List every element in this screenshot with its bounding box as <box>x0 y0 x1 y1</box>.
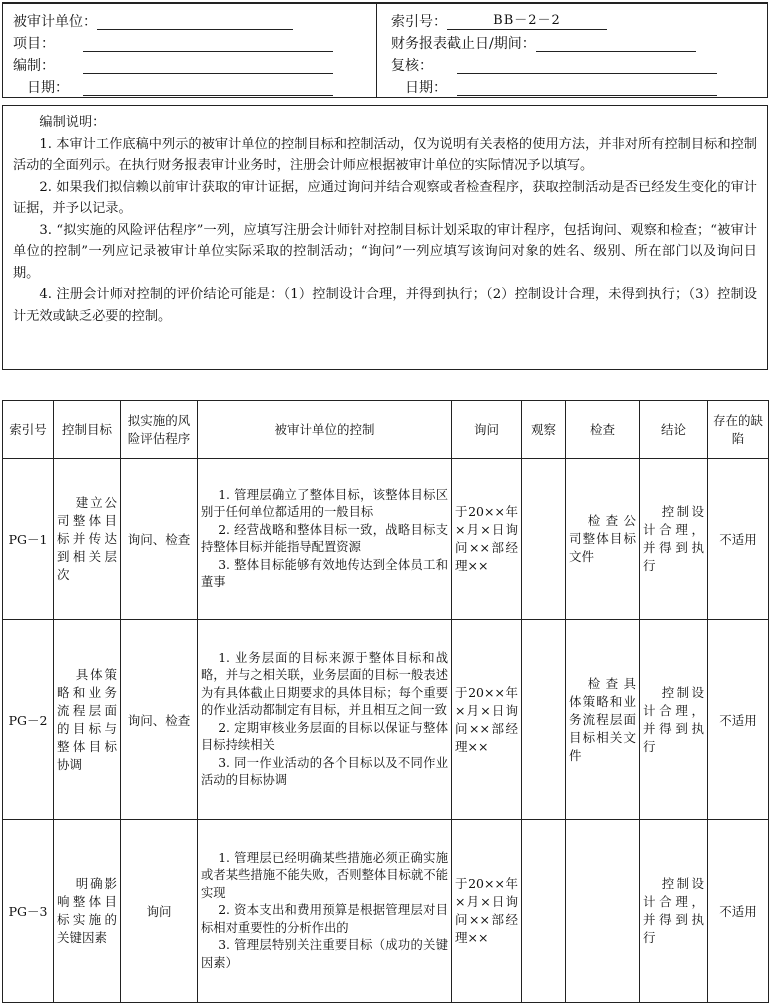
field-label: 索引号： <box>391 14 447 30</box>
control-item: 1. 管理层已经明确某些措施必须正确实施或者某些措施不能失败，否则整体目标就不能实现 <box>201 850 448 900</box>
note-item-3: 3. “拟实施的风险评估程序”一列，应填写注册会计师针对控制目标计划采取的审计程序，包括询问、观察和检查；“被审计单位的控制”一列应记录被审计单位实际采取的控制活动；“询问”一列应填写该询问对象的姓名、级别、所在部门以及询问日期。 <box>13 222 757 281</box>
auditee-input[interactable] <box>97 12 293 30</box>
cell-deficiency: 不适用 <box>708 620 769 820</box>
cell-conclusion: 控制设计合理，并得到执行 <box>640 459 708 620</box>
table-row <box>3 459 769 620</box>
header-procedure: 拟实施的风险评估程序 <box>121 401 198 459</box>
cell-procedure: 询问 <box>121 820 198 1003</box>
cell-deficiency: 不适用 <box>708 820 769 1003</box>
header-index: 索引号 <box>3 401 54 459</box>
cell-inquiry: 于20××年×月×日询问××部经理×× <box>452 620 522 820</box>
date-input-right[interactable] <box>457 78 717 96</box>
preparation-notes <box>2 105 768 370</box>
cell-procedure: 询问、检查 <box>121 459 198 620</box>
project-input[interactable] <box>83 34 333 52</box>
cell-objective: 明确影响整体目标实施的关键因素 <box>54 820 121 1003</box>
cell-observation <box>522 459 566 620</box>
cell-inspection <box>566 820 640 1003</box>
field-label: 项目： <box>13 36 55 52</box>
header-objective: 控制目标 <box>54 401 121 459</box>
header-controls: 被审计单位的控制 <box>198 401 452 459</box>
header-field-preparer <box>13 56 333 76</box>
cell-inspection: 检查具体策略和业务流程层面目标相关文件 <box>566 620 640 820</box>
period-input[interactable] <box>536 34 696 52</box>
note-item-2: 2. 如果我们拟信赖以前审计获取的审计证据，应通过询问并结合观察或者检查程序，获取控制活动是否已经发生变化的审计证据，并予以记录。 <box>13 179 757 216</box>
table-row <box>3 620 769 820</box>
field-label: 编制： <box>13 58 55 74</box>
header-field-period <box>391 34 696 54</box>
cell-objective: 建立公司整体目标并传达到相关层次 <box>54 459 121 620</box>
cell-inspection: 检查公司整体目标文件 <box>566 459 640 620</box>
header-field-project <box>13 34 333 54</box>
header-inquiry: 询问 <box>452 401 522 459</box>
table-header-row <box>3 401 769 459</box>
table-row <box>3 820 769 1003</box>
field-label: 复核： <box>391 58 433 74</box>
control-item: 2. 经营战略和整体目标一致，战略目标支持整体目标并能指导配置资源 <box>201 522 448 554</box>
control-item: 1. 管理层确立了整体目标，该整体目标区别于任何单位都适用的一般目标 <box>201 487 448 519</box>
header-deficiency: 存在的缺陷 <box>708 401 769 459</box>
header-divider <box>376 4 377 97</box>
control-objectives-table <box>2 400 769 1003</box>
cell-controls <box>198 620 452 820</box>
control-item: 1. 业务层面的目标来源于整体目标和战略，并与之相关联，业务层面的目标一般表述为有具体截止日期要求的具体目标；每个重要的作业活动都制定有目标，并且相互之间一致 <box>201 650 448 717</box>
field-label: 被审计单位： <box>13 14 97 30</box>
header-observation: 观察 <box>522 401 566 459</box>
control-item: 3. 管理层特别关注重要目标（成功的关键因素） <box>201 938 448 970</box>
note-item-1: 1. 本审计工作底稿中列示的被审计单位的控制目标和控制活动，仅为说明有关表格的使用方法，并非对所有控制目标和控制活动的全面列示。在执行财务报表审计业务时，注册会计师应根据被审计单位的实际情况予以填写。 <box>13 136 757 173</box>
cell-inquiry: 于20××年×月×日询问××部经理×× <box>452 459 522 620</box>
cell-observation <box>522 620 566 820</box>
field-label: 日期： <box>27 80 69 96</box>
header-form <box>2 2 768 98</box>
header-field-date-left <box>13 78 333 98</box>
cell-inquiry: 于20××年×月×日询问××部经理×× <box>452 820 522 1003</box>
cell-conclusion: 控制设计合理，并得到执行 <box>640 820 708 1003</box>
cell-controls <box>198 820 452 1003</box>
cell-index: PG－3 <box>3 820 54 1003</box>
preparer-input[interactable] <box>83 56 333 74</box>
notes-title: 编制说明： <box>39 115 106 130</box>
date-input-left[interactable] <box>83 78 333 96</box>
field-label: 财务报表截止日/期间： <box>391 36 536 52</box>
header-field-reviewer <box>391 56 717 76</box>
control-item: 3. 整体目标能够有效地传达到全体员工和董事 <box>201 557 448 589</box>
control-item: 2. 定期审核业务层面的目标以保证与整体目标持续相关 <box>201 720 448 752</box>
reviewer-input[interactable] <box>457 56 717 74</box>
cell-objective: 具体策略和业务流程层面的目标与整体目标协调 <box>54 620 121 820</box>
cell-observation <box>522 820 566 1003</box>
cell-deficiency: 不适用 <box>708 459 769 620</box>
control-item: 2. 资本支出和费用预算是根据管理层对目标相对重要性的分析作出的 <box>201 903 448 935</box>
cell-controls <box>198 459 452 620</box>
header-inspection: 检查 <box>566 401 640 459</box>
field-label: 日期： <box>405 80 447 96</box>
header-field-date-right <box>391 78 717 98</box>
header-conclusion: 结论 <box>640 401 708 459</box>
cell-procedure: 询问、检查 <box>121 620 198 820</box>
cell-index: PG－1 <box>3 459 54 620</box>
cell-conclusion: 控制设计合理，并得到执行 <box>640 620 708 820</box>
index-number-input[interactable]: BB－2－2 <box>447 12 607 30</box>
header-field-index <box>391 12 607 32</box>
control-item: 3. 同一作业活动的各个目标以及不同作业活动的目标协调 <box>201 755 448 787</box>
header-field-auditee <box>13 12 293 32</box>
cell-index: PG－2 <box>3 620 54 820</box>
note-item-4: 4. 注册会计师对控制的评价结论可能是：（1）控制设计合理，并得到执行；（2）控制设计合理，未得到执行；（3）控制设计无效或缺乏必要的控制。 <box>13 287 757 324</box>
